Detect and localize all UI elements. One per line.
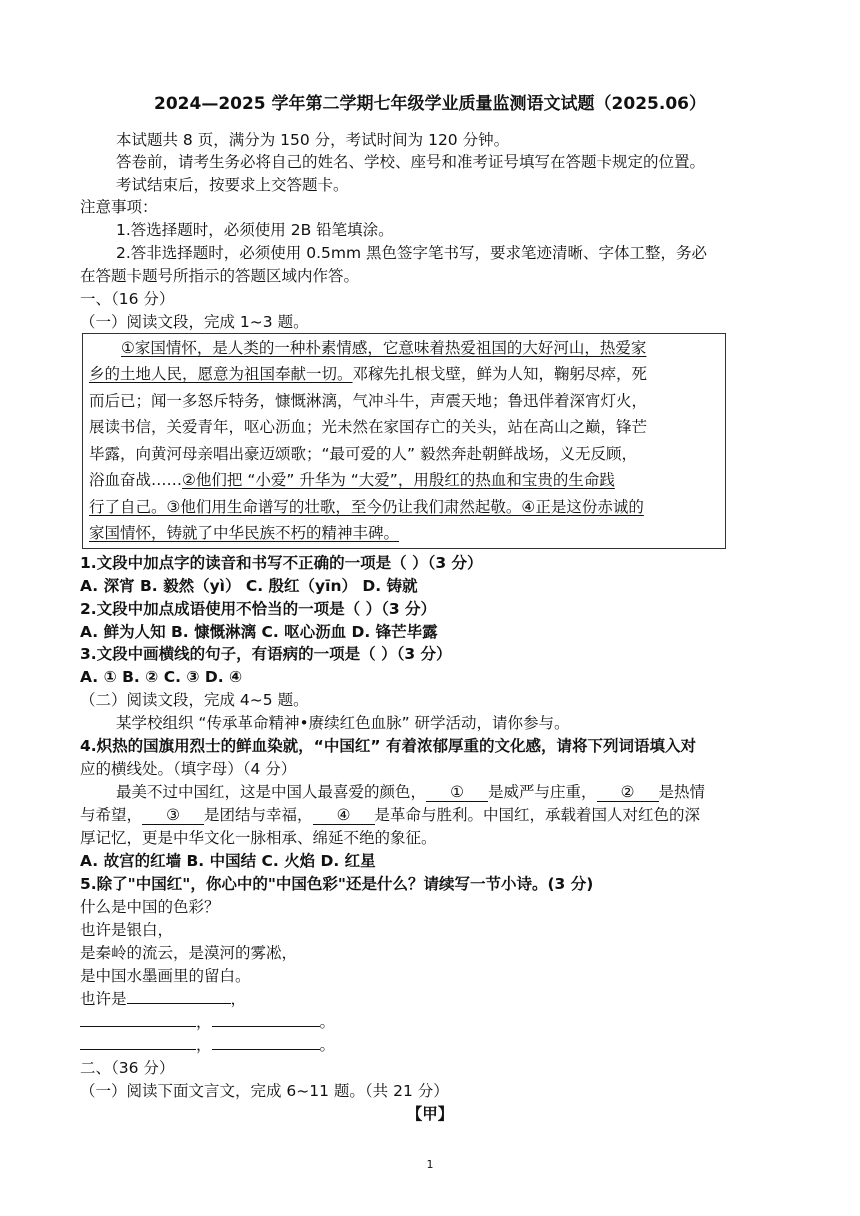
poem-line-5-text: 也许是 bbox=[80, 990, 127, 1008]
passage-line-7-part-c: ④正是这份赤诚的 bbox=[521, 498, 644, 516]
poem-answer-line-1 bbox=[80, 1011, 335, 1033]
poem-period-1: 。 bbox=[319, 1013, 336, 1031]
intro-line-2: 答卷前，请考生务必将自己的姓名、学校、座号和准考证号填写在答题卡规定的位置。 bbox=[116, 153, 706, 171]
passage-line-6-start: 浴血奋战…… bbox=[89, 471, 183, 489]
poem-answer-line-2 bbox=[80, 1034, 335, 1056]
passage-line-7-part-b: ③他们用生命谱写的壮歌，至今仍让我们肃然起敬。 bbox=[166, 498, 522, 516]
question-1-options: A. 深宵 B. 毅然（yì） C. 殷红（yīn） D. 铸就 bbox=[80, 577, 418, 595]
question-3-options: A. ① B. ② C. ③ D. ④ bbox=[80, 668, 243, 686]
question-4-text-line-2 bbox=[80, 804, 700, 826]
passage-line-1: ①家国情怀，是人类的一种朴素情感，它意味着热爱祖国的大好河山，热爱家 bbox=[121, 339, 647, 357]
poem-line-5 bbox=[80, 988, 246, 1010]
poem-blank-1[interactable] bbox=[127, 1003, 231, 1004]
note-2-line-1: 2.答非选择题时，必须使用 0.5mm 黑色签字笔书写，要求笔迹清晰、字体工整，务必 bbox=[116, 244, 707, 262]
blank-4[interactable]: ④ bbox=[313, 806, 375, 825]
q4-text-part-2: 是威严与庄重， bbox=[488, 783, 597, 801]
exam-title: 2024—2025 学年第二学期七年级学业质量监测语文试题（2025.06） bbox=[154, 94, 706, 114]
passage-line-6 bbox=[89, 469, 615, 491]
question-2: 2.文段中加点成语使用不恰当的一项是（ ）（3 分） bbox=[80, 600, 437, 618]
q4-text-part-4: 与希望， bbox=[80, 806, 143, 824]
passage-line-6-underlined: ②他们把 “小爱” 升华为 “大爱”，用殷红的热血和宝贵的生命践 bbox=[182, 471, 615, 489]
question-4-line-2: 应的横线处。（填字母）（4 分） bbox=[80, 760, 297, 778]
passage-line-2 bbox=[89, 363, 647, 385]
poem-blank-2[interactable] bbox=[80, 1026, 196, 1027]
passage-line-2-rest: 邓稼先扎根戈壁，鲜为人知，鞠躬尽瘁，死 bbox=[352, 365, 648, 383]
section-2-part-1: （一）阅读下面文言文，完成 6~11 题。（共 21 分） bbox=[80, 1082, 449, 1100]
passage-line-7-part-a: 行了自己。 bbox=[89, 498, 167, 516]
intro-line-1: 本试题共 8 页，满分为 150 分，考试时间为 120 分钟。 bbox=[116, 131, 510, 149]
passage-line-8: 家国情怀，铸就了中华民族不朽的精神丰碑。 bbox=[89, 524, 400, 542]
notes-heading: 注意事项： bbox=[80, 198, 158, 216]
q4-text-part-5: 是团结与幸福， bbox=[204, 806, 313, 824]
poem-comma: ， bbox=[230, 990, 247, 1008]
passage-line-7 bbox=[89, 496, 644, 518]
note-1: 1.答选择题时，必须使用 2B 铅笔填涂。 bbox=[116, 221, 394, 239]
poem-period-2: 。 bbox=[319, 1036, 336, 1054]
q4-text-part-6: 是革命与胜利。中国红，承载着国人对红色的深 bbox=[374, 806, 701, 824]
q4-text-part-1: 最美不过中国红，这是中国人最喜爱的颜色， bbox=[116, 783, 427, 801]
section-1-part-1: （一）阅读文段，完成 1~3 题。 bbox=[80, 313, 309, 331]
poem-blank-5[interactable] bbox=[212, 1049, 320, 1050]
question-4-text-line-1 bbox=[116, 781, 705, 803]
poem-line-4: 是中国水墨画里的留白。 bbox=[80, 967, 251, 985]
passage-line-3: 而后已；闻一多怒斥特务，慷慨淋漓，气冲斗牛，声震天地；鲁迅伴着深宵灯火， bbox=[89, 392, 648, 410]
section-1-heading: 一、（16 分） bbox=[80, 290, 175, 308]
poem-line-1: 什么是中国的色彩？ bbox=[80, 898, 220, 916]
page-number: 1 bbox=[426, 1158, 434, 1171]
intro-line-3: 考试结束后，按要求上交答题卡。 bbox=[116, 176, 349, 194]
passage-box bbox=[82, 333, 726, 549]
question-4-options: A. 故宫的红墙 B. 中国结 C. 火焰 D. 红星 bbox=[80, 852, 376, 870]
passage-jia-label: 【甲】 bbox=[406, 1105, 454, 1123]
question-3: 3.文段中画横线的句子，有语病的一项是（ ）（3 分） bbox=[80, 645, 452, 663]
poem-blank-4[interactable] bbox=[80, 1049, 196, 1050]
question-4-line-1: 4.炽热的国旗用烈士的鲜血染就，“中国红” 有着浓郁厚重的文化感，请将下列词语填入对 bbox=[80, 737, 696, 755]
passage-line-4: 展读书信，关爱青年，呕心沥血；光未然在家国存亡的关头，站在高山之巅，锋芒 bbox=[89, 418, 648, 436]
blank-1[interactable]: ① bbox=[426, 783, 488, 802]
note-2-line-2: 在答题卡题号所指示的答题区域内作答。 bbox=[80, 267, 360, 285]
poem-line-3: 是秦岭的流云，是漠河的雾凇， bbox=[80, 944, 298, 962]
activity-intro: 某学校组织 “传承革命精神•赓续红色血脉” 研学活动，请你参与。 bbox=[116, 714, 570, 732]
q4-text-part-3: 是热情 bbox=[658, 783, 706, 801]
question-1: 1.文段中加点字的读音和书写不正确的一项是（ ）（3 分） bbox=[80, 554, 483, 572]
section-1-part-2: （二）阅读文段，完成 4~5 题。 bbox=[80, 691, 309, 709]
passage-line-5: 毕露，向黄河母亲唱出豪迈颂歌；“最可爱的人” 毅然奔赴朝鲜战场，义无反顾， bbox=[89, 445, 637, 463]
poem-line-2: 也许是银白， bbox=[80, 921, 174, 939]
poem-comma-3: ， bbox=[196, 1036, 212, 1054]
passage-line-2-underlined: 乡的土地人民，愿意为祖国奉献一切。 bbox=[89, 365, 353, 383]
blank-3[interactable]: ③ bbox=[142, 806, 204, 825]
section-2-heading: 二、（36 分） bbox=[80, 1059, 175, 1077]
question-4-text-line-3: 厚记忆，更是中华文化一脉相承、绵延不绝的象征。 bbox=[80, 829, 437, 847]
poem-comma-2: ， bbox=[196, 1013, 212, 1031]
question-2-options: A. 鲜为人知 B. 慷慨淋漓 C. 呕心沥血 D. 锋芒毕露 bbox=[80, 623, 438, 641]
poem-blank-3[interactable] bbox=[212, 1026, 320, 1027]
question-5: 5.除了"中国红"，你心中的"中国色彩"还是什么？请续写一节小诗。(3 分) bbox=[80, 875, 594, 893]
blank-2[interactable]: ② bbox=[597, 783, 659, 802]
